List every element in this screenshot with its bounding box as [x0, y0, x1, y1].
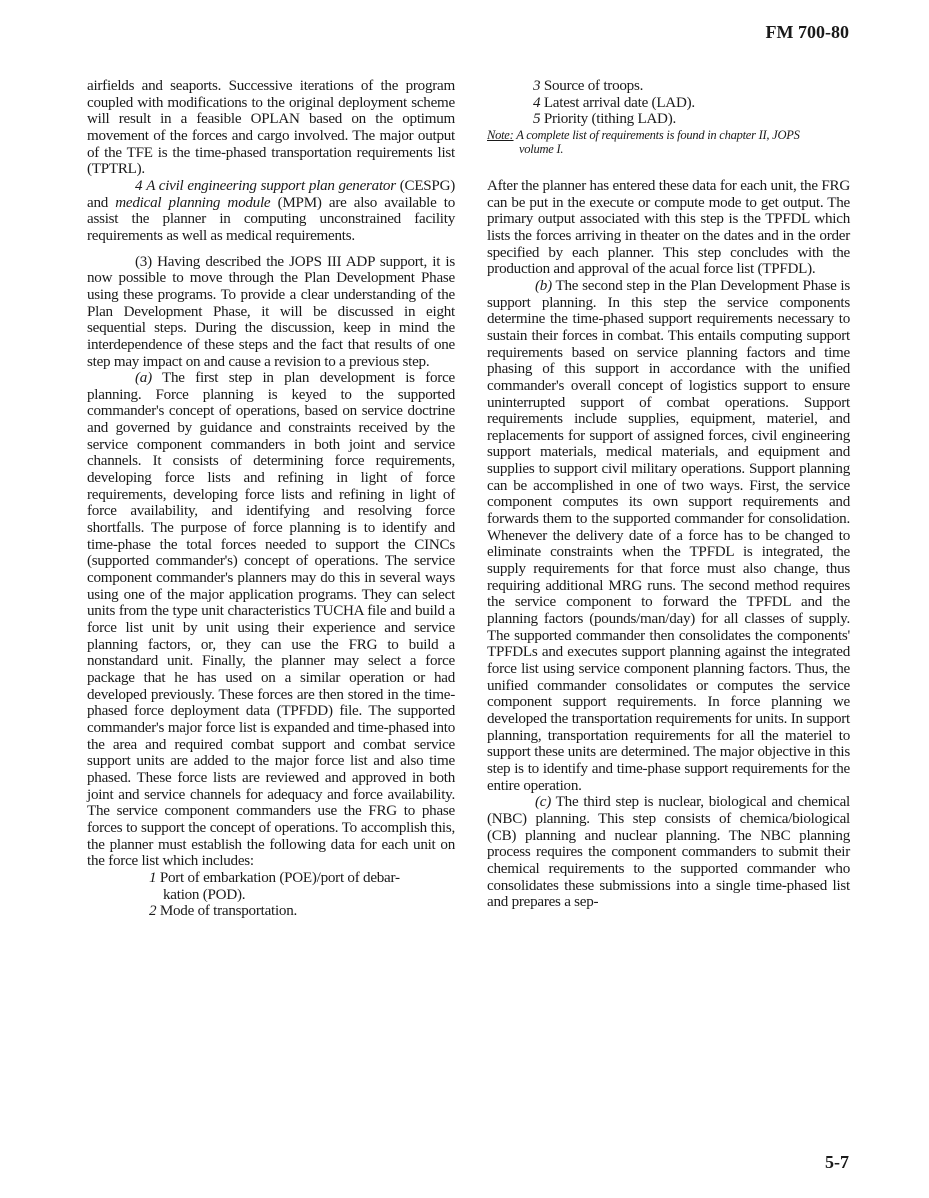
requirements-note	[487, 128, 850, 156]
list-item	[487, 111, 850, 128]
step-label-a: (a)	[135, 370, 152, 387]
paragraph-jops-iii: (3) Having described the JOPS III ADP support, it is now possible to move through the Plan Development Phase using these programs. To provide a clear understanding of the Plan Development Phase, it will be discussed in eight sequential steps. During the discussion, keep in mind the interdependence of these steps and the fact that results of one step may impact on and cause a revision to a previous step.	[87, 253, 455, 370]
paragraph-tfe-output: airfields and seaports. Successive iterations of the program coupled with modifications to the original deployment scheme will result in a feasible OPLAN based on the optimum movement of the forces and cargo involved. The major output of the TFE is the time-phased transportation requirements list (TPTRL).	[87, 78, 455, 178]
list-item-text: Priority (tithing LAD).	[543, 111, 677, 128]
step-label-b: (b)	[535, 277, 552, 294]
page-number: 5-7	[825, 1152, 849, 1172]
note-label: Note:	[487, 127, 514, 142]
list-item-number: 3	[533, 78, 541, 94]
list-item-text: Latest arrival date (LAD).	[543, 94, 695, 111]
item-number: 4	[135, 177, 143, 194]
paragraph-support-planning	[487, 278, 850, 794]
step-label-c: (c)	[535, 794, 552, 811]
cespg-abbrev: (CESPG) and	[87, 177, 455, 211]
list-item-continuation: kation (POD).	[163, 886, 246, 903]
note-continuation: volume I.	[519, 141, 564, 156]
list-item-text: Source of troops.	[543, 78, 644, 94]
paragraph-cespg-rest: (MPM) are also available to assist the planner in computing unconstrained facility requirements as well as medical requirements.	[87, 194, 455, 244]
unit-data-list	[87, 870, 455, 920]
cespg-term: A civil engineering support plan generator	[146, 177, 396, 194]
right-column	[487, 78, 850, 911]
list-item-number: 1	[149, 869, 157, 886]
note-text: A complete list of requirements is found in chapter II, JOPS	[516, 127, 800, 142]
list-item-text: Mode of transportation.	[159, 903, 298, 920]
paragraph-cespg-mpm	[87, 178, 455, 245]
list-item	[487, 78, 850, 95]
mpm-term: medical planning module	[115, 194, 271, 211]
list-item-number: 5	[533, 111, 541, 128]
paragraph-nbc-planning	[487, 794, 850, 911]
document-id-header: FM 700-80	[765, 22, 849, 42]
support-planning-text: The second step in the Plan Development Phase is support planning. In this step the service components determine the time-phased support requirements necessary to sustain their forces in combat. This entails computing support requirements based on service planning factors and time phasing of this support in accordance with the unified commander's overall concept of logistics support to ensure uninterrupted support of combat operations. Support requirements include supplies, equipment, materiel, and replacements for support of assigned forces, civil engineering support materials, medical materials, and equipment and supplies to support civil military operations. Support planning can be accomplished in one of two ways. First, the service component computes its own support requirements and forwards them to the supported commander for consolidation. Whenever the delivery date of a force has to be changed to eliminate constraints when the TPFDL is integrated, the supply requirements for that force must also change, thus requiring additional MRG runs. The second method requires the service component to forward the TPFDL and the planning factors (pounds/man/day) for all classes of supply. The supported commander then consolidates the components' TPFDLs and executes support planning against the integrated force list using service component planning factors. Thus, the unified commander consolidates or computes the service component support requirements. In force planning we developed the transportation requirements for units. In support planning, transportation requirements for all the materiel to support these units are determined. The major objective in this step is to identify and time-phase support requirements for the entire operation.	[487, 277, 850, 794]
paragraph-frg-output: After the planner has entered these data for each unit, the FRG can be put in the execute or compute mode to get output. The primary output associated with this step is the TPFDL which lists the forces arriving in theater on the dates and in the order specified by each planner. This step concludes with the production and approval of the acual force list (TPFDL).	[487, 177, 850, 278]
list-item-number: 4	[533, 94, 541, 111]
left-column	[87, 78, 455, 920]
paragraph-force-planning	[87, 370, 455, 870]
unit-data-list-continued	[487, 78, 850, 128]
list-item	[87, 870, 455, 903]
list-item	[487, 95, 850, 112]
list-item	[87, 903, 455, 920]
force-planning-text: The first step in plan development is force planning. Force planning is keyed to the supported commander's concept of operations, based on service doctrine and governed by guidance and constraints received by the service component commanders in both joint and service channels. It consists of determining force requirements, developing force lists and refining in light of force requirements, developing force lists and refining in light of force availability, and identifying and resolving force shortfalls. The purpose of force planning is to identify and time-phase the total forces needed to support the CINCs (supported commander's) concept of operations. The service component commander's planners may do this in several ways using one of the major application programs. They can select units from the type unit characteristics TUCHA file and build a force list unit by unit using their experience and service planning factors, or, they can use the FRG to build a nonstandard unit. Finally, the planner may select a force package that he has used on a similar operation or had developed previously. These forces are then stored in the time-phased force deployment data (TPFDD) file. The supported commander's major force list is expanded and time-phased into the area and required combat support and combat service support units are added to the major force list and also time phased. These force lists are reviewed and approved in both joint and service channels for adequacy and force availability. The service component commanders use the FRG to phase forces to support the concept of operations. To accomplish this, the planner must establish the following data for each unit on the force list which includes:	[87, 370, 455, 870]
nbc-planning-text: The third step is nuclear, biological and chemical (NBC) planning. This step consists of chemica/biological (CB) planning and nuclear planning. The NBC planning process requires the component commanders to submit their chemical requirements to the supported commander who consolidates these submissions into a single time-phased list and prepares a sep-	[487, 794, 850, 911]
list-item-number: 2	[149, 903, 157, 920]
list-item-text: Port of embarkation (POE)/port of debar-	[159, 869, 400, 886]
